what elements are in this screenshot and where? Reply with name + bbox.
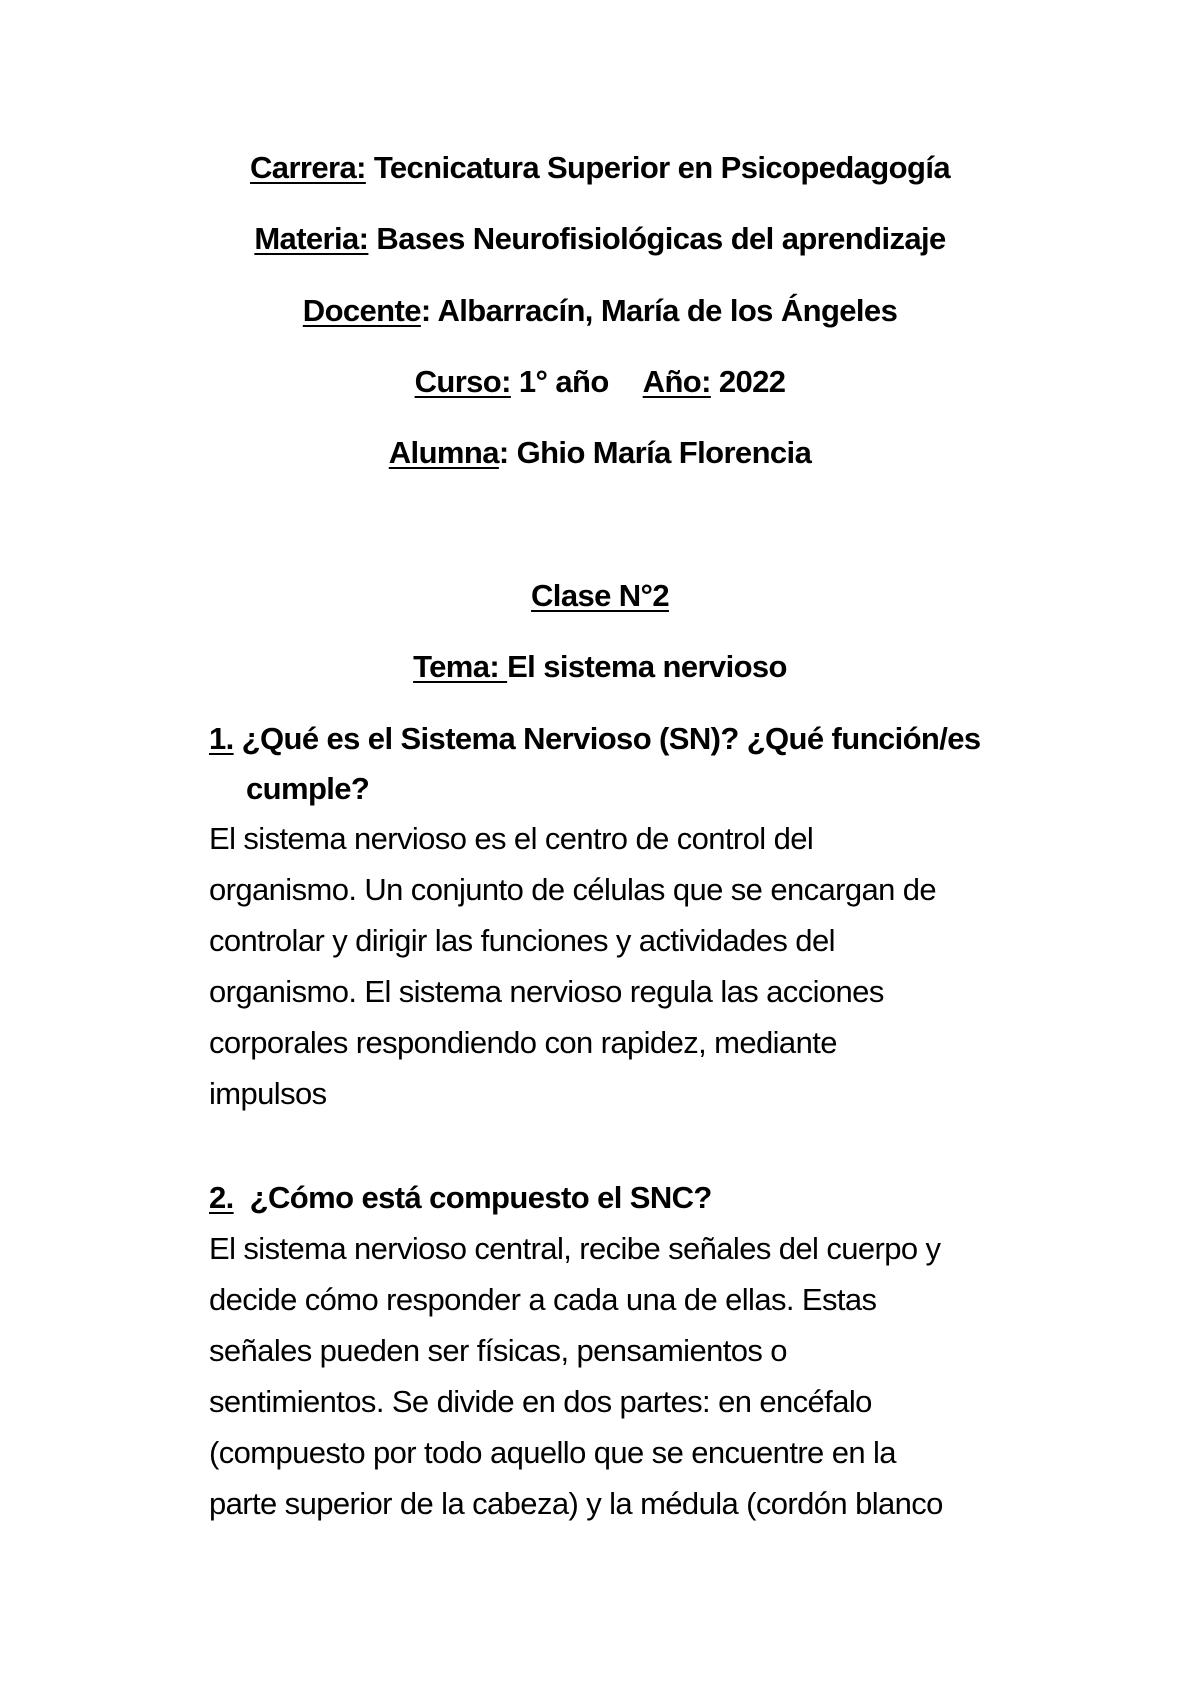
answer-2-line: (compuesto por todo aquello que se encuentre en la (209, 1435, 896, 1470)
docente-value: : Albarracín, María de los Ángeles (420, 293, 898, 328)
question-1-line-1 (209, 719, 981, 759)
answer-1-line: controlar y dirigir las funciones y actividades del (209, 923, 835, 958)
carrera-value: Tecnicatura Superior en Psicopedagogía (365, 150, 950, 185)
anio-value: 2022 (710, 364, 786, 399)
materia-value: Bases Neurofisiológicas del aprendizaje (368, 221, 946, 256)
docente-line (0, 291, 1200, 331)
curso-anio-line (0, 362, 1200, 402)
docente-label: Docente (302, 293, 421, 328)
answer-1-line: impulsos (209, 1076, 327, 1111)
materia-line (0, 219, 1200, 259)
carrera-label: Carrera: (250, 150, 366, 185)
answer-2-line: El sistema nervioso central, recibe señales del cuerpo y (209, 1231, 941, 1266)
tema-value: El sistema nervioso (507, 649, 787, 684)
answer-2-line: señales pueden ser físicas, pensamientos o (209, 1333, 787, 1368)
question-1-text-cont: cumple? (246, 771, 370, 806)
answer-1 (209, 813, 1069, 1119)
answer-1-line: organismo. El sistema nervioso regula las acciones (209, 974, 884, 1009)
question-1-line-2 (246, 769, 369, 809)
tema-line (0, 647, 1200, 687)
tema-label: Tema: (413, 649, 508, 684)
clase-title (0, 576, 1200, 616)
clase-label: Clase N°2 (531, 578, 669, 613)
answer-2 (209, 1223, 1069, 1529)
answer-2-line: parte superior de la cabeza) y la médula (cordón blanco (209, 1486, 943, 1521)
alumna-value: : Ghio María Florencia (498, 435, 812, 470)
question-1-number: 1. (209, 721, 234, 756)
alumna-label: Alumna (388, 435, 499, 470)
question-2-line-1 (209, 1178, 712, 1218)
alumna-line (0, 433, 1200, 473)
answer-1-line: organismo. Un conjunto de células que se encargan de (209, 872, 937, 907)
curso-label: Curso: (414, 364, 511, 399)
carrera-line (0, 148, 1200, 188)
answer-1-line: corporales respondiendo con rapidez, mediante (209, 1025, 837, 1060)
curso-value: 1° año (510, 364, 609, 399)
question-2-text: ¿Cómo está compuesto el SNC? (233, 1180, 712, 1215)
answer-1-line: El sistema nervioso es el centro de control del (209, 821, 814, 856)
answer-2-line: sentimientos. Se divide en dos partes: en encéfalo (209, 1384, 872, 1419)
question-1-text: ¿Qué es el Sistema Nervioso (SN)? ¿Qué función/es (233, 721, 981, 756)
answer-2-line: decide cómo responder a cada una de ellas. Estas (209, 1282, 877, 1317)
question-2-number: 2. (209, 1180, 234, 1215)
anio-label: Año: (642, 364, 711, 399)
materia-label: Materia: (254, 221, 369, 256)
